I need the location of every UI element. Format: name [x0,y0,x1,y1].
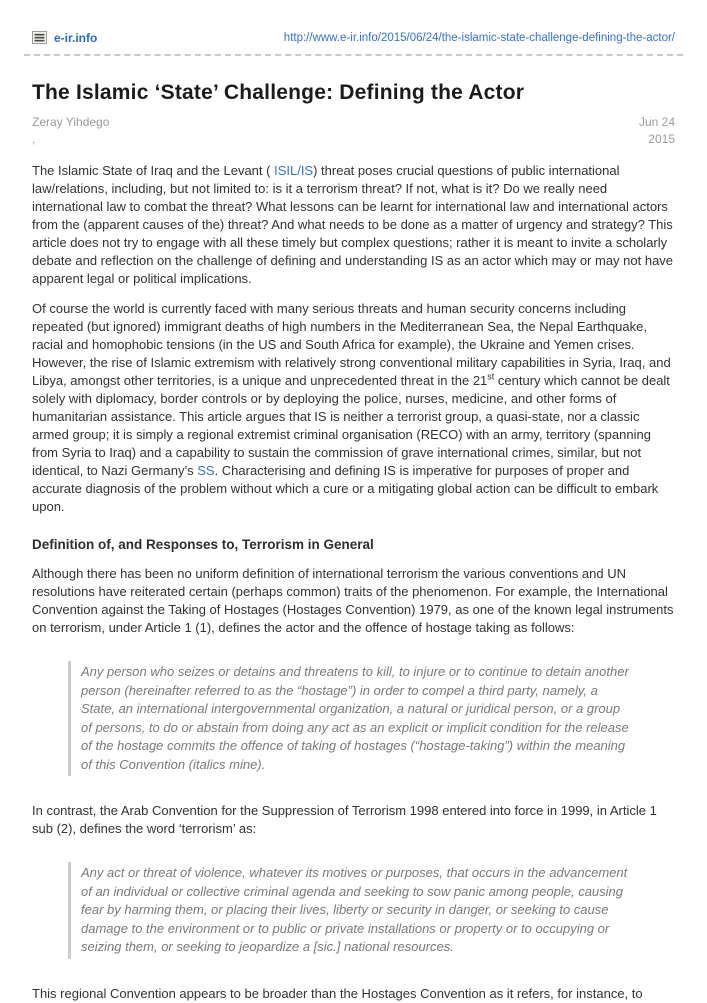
author-name: Zeray Yihdego [32,115,110,129]
site-link[interactable] [32,30,97,45]
publish-date-year: 2015 [648,132,675,146]
paragraph-threats-part2: century which cannot be dealt solely with diplomacy, border controls or by deploying the police, nurses, medicine, and other forms of humanitarian assistance. This article argues that IS is neither a terrorist group, a quasi-state, nor a classic armed group; it is simply a regional extremist criminal organisation (RECO) with an army, territory (spanning from Syria to Iraq) and a capability to sustain the commission of grave international crimes, similar, but not identical, to Nazi Germany’s [32,373,670,478]
section-heading-definition: Definition of, and Responses to, Terrorism in General [32,537,374,552]
isil-is-link[interactable]: ISIL/IS [274,163,314,178]
hostages-convention-quote: Any person who seizes or detains and threatens to kill, to injure or to continue to detain another person (hereinafter referred to as the “hostage”) in order to compel a third party, namely, a State, an international intergovernmental organization, a natural or juridical person, or a group of persons, to do or abstain from doing any act as an explicit or implicit condition for the release of the hostage commits the offence of taking of hostages (“hostage-taking”) within the meaning of this Convention (italics mine). [68,661,633,776]
author-trailing-comma: , [32,132,36,146]
paragraph-threats-part3: . Characterising and defining IS is imperative for purposes of proper and accurate diagnosis of the problem without which a cure or a mitigating global action can be difficult to embark upon. [32,463,659,514]
paragraph-intro [32,162,675,288]
byline-row [32,114,675,148]
dashed-divider [24,54,683,56]
site-name: e-ir.info [54,30,98,45]
paragraph-threats [32,300,675,516]
print-header [0,0,707,54]
author-block [32,114,109,148]
site-favicon-icon [32,30,47,45]
paragraph-comparison: This regional Convention appears to be broader than the Hostages Convention as it refers, for instance, to [32,985,643,1001]
ss-link[interactable]: SS [197,463,215,478]
publish-date [639,114,675,148]
paragraph-definition: Although there has been no uniform definition of international terrorism the various conventions and UN resolutions have reiterated certain (perhaps common) traits of the phenomenon. For example, the International Convention against the Taking of Hostages (Hostages Convention) 1979, as one of the known legal instruments on terrorism, under Article 1 (1), defines the actor and the offence of hostage taking as follows: [32,566,674,635]
publish-date-month-day: Jun 24 [638,115,675,129]
article-content [0,80,707,1003]
paragraph-threats-part1: Of course the world is currently faced with many serious threats and human security concerns including repeated (but ignored) immigrant deaths of high numbers in the Mediterranean Sea, the Nepal Earthquake, racial and homophobic tensions (in the US and South Africa for example), the Ukraine and Yemen crises. However, the rise of Islamic extremism with relatively strong conventional military capabilities in Syria, Iraq, and Libya, amongst other territories, is a unique and unprecedented threat in the 21 [32,301,671,388]
page-url-link[interactable]: http://www.e-ir.info/2015/06/24/the-islamic-state-challenge-defining-the-actor/ [283,31,675,44]
ordinal-superscript: st [487,371,495,382]
arab-convention-quote: Any act or threat of violence, whatever its motives or purposes, that occurs in the advancement of an individual or collective criminal agenda and seeking to sow panic among people, causing fear by harming them, or placing their lives, liberty or security in danger, or seeking to cause damage to the environment or to public or private installations or property or to occupying or seizing them, or seeking to jeopardize a [sic.] national resources. [68,862,633,959]
paragraph-arab-convention: In contrast, the Arab Convention for the Suppression of Terrorism 1998 entered into force in 1999, in Article 1 sub (2), defines the word ‘terrorism’ as: [32,803,657,836]
paragraph-intro-text-after: ) threat poses crucial questions of public international law/relations, including, but not limited to: is it a terrorism threat? If not, what is it? Do we really need international law to combat the threat? What lessons can be learnt for international law and international actors from the (apparent causes of the) threat? And what needs to be done as a matter of urgency and strategy? This article does not try to engage with all these timely but complex questions; rather it is meant to invite a scholarly debate and reflection on the challenge of defining and understanding IS as an actor which may or may not have apparent legal or political implications. [32,163,674,286]
article-title: The Islamic ‘State’ Challenge: Defining the Actor [32,81,525,104]
paragraph-intro-text-before: The Islamic State of Iraq and the Levant ( [32,163,275,178]
